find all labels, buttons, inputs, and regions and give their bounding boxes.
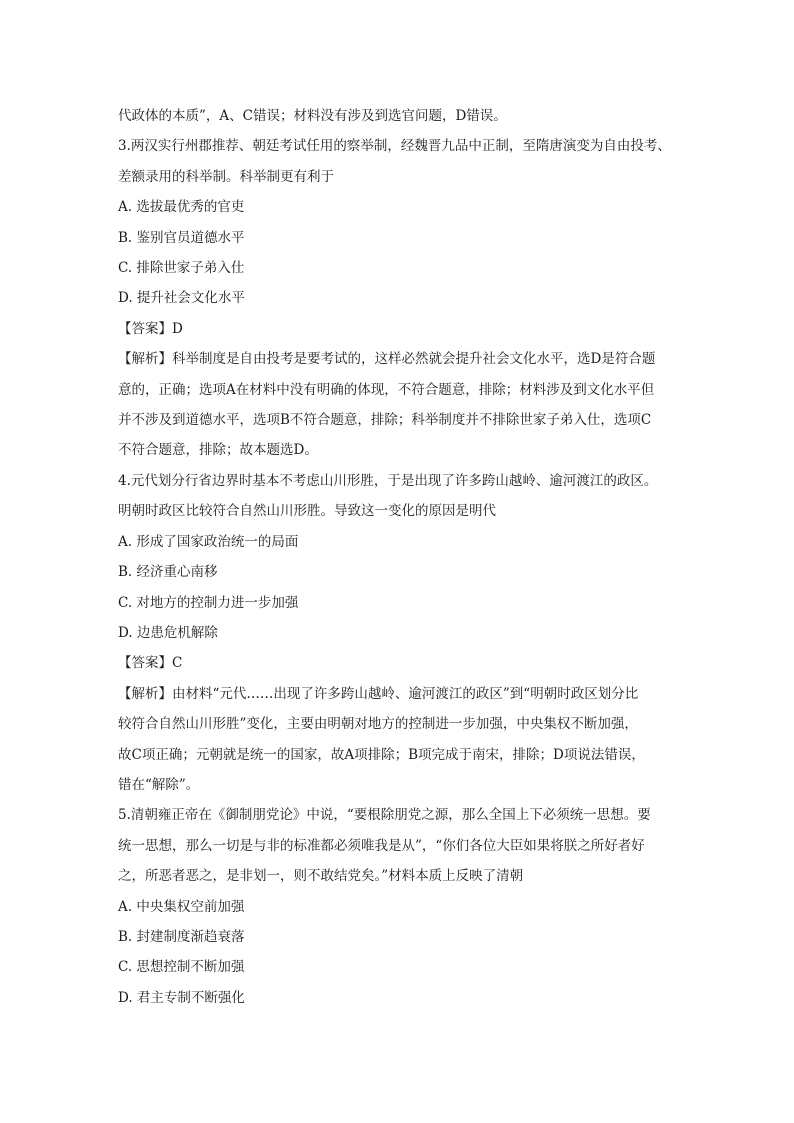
question-3-analysis: 意的，正确；选项A在材料中没有明确的体现，不符合题意，排除；材料涉及到文化水平但 xyxy=(118,381,655,398)
question-5-option-a: A. 中央集权空前加强 xyxy=(118,898,245,915)
question-4-analysis: 较符合自然山川形胜”变化，主要由明朝对地方的控制进一步加强，中央集权不断加强， xyxy=(118,716,638,733)
question-4-stem: 明朝时政区比较符合自然山川形胜。导致这一变化的原因是明代 xyxy=(118,503,496,520)
question-5-stem: 统一思想，那么一切是与非的标准都必须唯我是从”，“你们各位大臣如果将朕之所好者好 xyxy=(118,837,645,854)
question-3-stem: 差额录用的科举制。科举制更有利于 xyxy=(118,168,334,185)
document-body xyxy=(118,101,690,1013)
question-5-option-d: D. 君主专制不断强化 xyxy=(118,989,245,1006)
text-line: 代政体的本质”，A、C错误；材料没有涉及到选官问题，D错误。 xyxy=(118,108,507,124)
question-4-analysis: 故C项正确；元朝就是统一的国家，故A项排除；B项完成于南宋，排除；D项说法错误， xyxy=(118,746,645,763)
question-5-stem: 5.清朝雍正帝在《御制朋党论》中说，“要根除朋党之源，那么全国上下必须统一思想。要 xyxy=(118,807,651,824)
question-3-answer: 【答案】D xyxy=(118,320,183,337)
question-4-analysis: 错在“解除”。 xyxy=(118,776,200,793)
question-4-answer: 【答案】C xyxy=(118,655,183,672)
question-3-option-b: B. 鉴别官员道德水平 xyxy=(118,229,245,246)
question-3-option-c: C. 排除世家子弟入仕 xyxy=(118,260,245,277)
question-3-analysis: 并不涉及到道德水平，选项B不符合题意，排除；科举制度并不排除世家子弟入仕，选项C xyxy=(118,412,652,429)
question-4-option-d: D. 边患危机解除 xyxy=(118,624,218,641)
question-5-option-c: C. 思想控制不断加强 xyxy=(118,959,245,976)
question-4-analysis: 【解析】由材料“元代……出现了许多跨山越岭、逾河渡江的政区”到“明朝时政区划分比 xyxy=(118,685,639,702)
question-5-stem: 之，所恶者恶之，是非划一，则不敢结党矣。”材料本质上反映了清朝 xyxy=(118,868,524,885)
question-3-option-a: A. 选拔最优秀的官吏 xyxy=(118,199,245,216)
question-3-analysis: 不符合题意，排除；故本题选D。 xyxy=(118,442,318,459)
question-4-option-b: B. 经济重心南移 xyxy=(118,564,218,581)
question-4-stem: 4.元代划分行省边界时基本不考虑山川形胜，于是出现了许多跨山越岭、逾河渡江的政区。 xyxy=(118,472,658,489)
question-3-stem: 3.两汉实行州郡推荐、朝廷考试任用的察举制，经魏晋九品中正制，至隋唐演变为自由投考、 xyxy=(118,138,671,155)
question-5-option-b: B. 封建制度渐趋衰落 xyxy=(118,928,245,945)
question-4-option-c: C. 对地方的控制力进一步加强 xyxy=(118,594,299,611)
question-4-option-a: A. 形成了国家政治统一的局面 xyxy=(118,533,299,550)
question-3-option-d: D. 提升社会文化水平 xyxy=(118,290,245,307)
question-3-analysis: 【解析】科举制度是自由投考是要考试的，这样必然就会提升社会文化水平，选D是符合题 xyxy=(118,351,656,368)
